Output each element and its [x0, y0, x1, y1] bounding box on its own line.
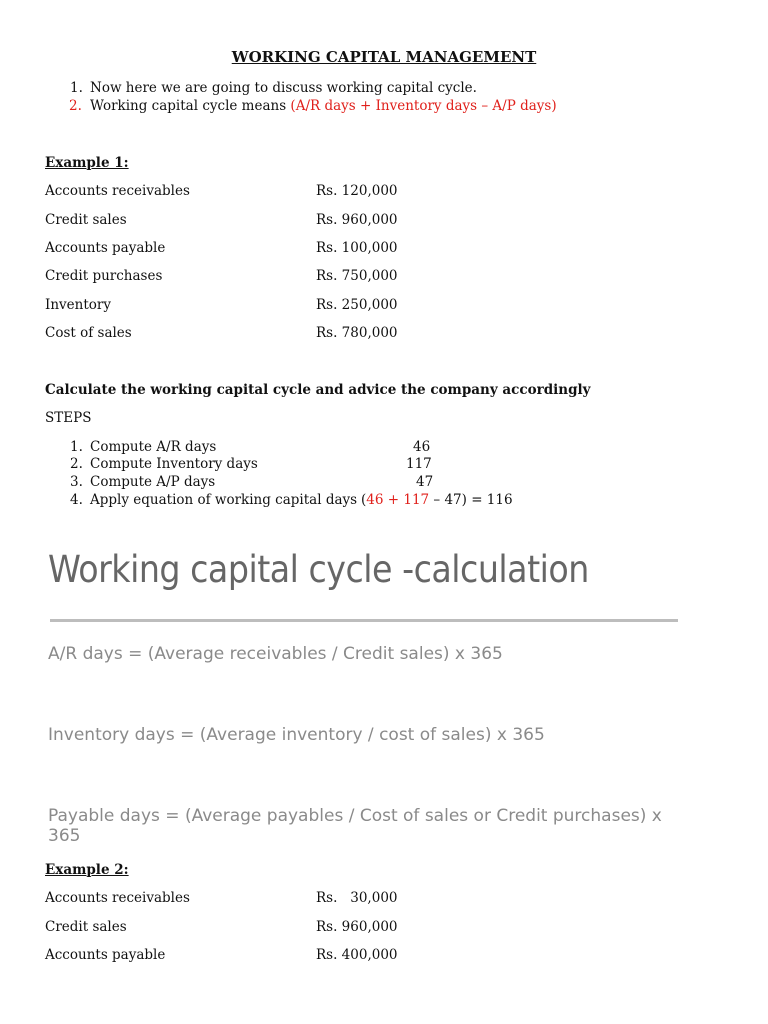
example-1-row-label: Credit purchases	[45, 268, 163, 284]
step-text: Apply equation of working capital days	[90, 492, 358, 508]
example-1-row-value: Rs. 780,000	[316, 325, 398, 341]
step-result: 47	[416, 474, 434, 490]
question-text: Calculate the working capital cycle and advice the company accordingly	[45, 382, 591, 398]
example-1-row-label: Accounts payable	[45, 240, 166, 256]
example-1-heading: Example 1:	[45, 155, 129, 171]
example-2-row-label: Accounts receivables	[45, 890, 190, 906]
step-text: Compute Inventory days	[90, 456, 258, 472]
intro-item-2-highlight: (A/R days + Inventory days – A/P days)	[290, 98, 557, 114]
intro-item-2-text: Working capital cycle means	[90, 98, 291, 114]
example-1-row-value: Rs. 960,000	[316, 212, 398, 228]
step-text: Compute A/R days	[90, 439, 217, 455]
example-1-row-label: Accounts receivables	[45, 183, 190, 199]
example-1-row-value: Rs. 250,000	[316, 297, 398, 313]
slide-divider	[50, 619, 678, 622]
step-equation	[361, 492, 513, 508]
formula-inventory-days: Inventory days = (Average inventory / cost of sales) x 365	[48, 725, 545, 745]
intro-item-1-text: Now here we are going to discuss working capital cycle.	[90, 80, 477, 96]
example-1-row-value: Rs. 750,000	[316, 268, 398, 284]
page-title: WORKING CAPITAL MANAGEMENT	[231, 48, 537, 66]
example-1-row-label: Credit sales	[45, 212, 127, 228]
intro-item-2-number: 2.	[69, 98, 82, 114]
example-2-row-label: Accounts payable	[45, 947, 166, 963]
formula-slide	[48, 548, 688, 848]
step-number: 3.	[70, 474, 83, 490]
example-2-row-label: Credit sales	[45, 919, 127, 935]
example-2-row-value: Rs. 30,000	[316, 890, 398, 906]
step-result: 46	[413, 439, 431, 455]
step-number: 4.	[70, 492, 83, 508]
step-text: Compute A/P days	[90, 474, 216, 490]
step-result: 117	[406, 456, 432, 472]
slide-title: Working capital cycle -calculation	[48, 548, 589, 591]
equation-red-part: 46 + 117	[366, 492, 430, 508]
step-number: 2.	[70, 456, 83, 472]
equation-rest: – 47) = 116	[429, 492, 513, 508]
example-2-row-value: Rs. 960,000	[316, 919, 398, 935]
formula-ar-days: A/R days = (Average receivables / Credit sales) x 365	[48, 644, 503, 664]
steps-label: STEPS	[45, 410, 92, 426]
example-1-row-value: Rs. 120,000	[316, 183, 398, 199]
intro-item-2	[90, 98, 557, 114]
formula-payable-days: Payable days = (Average payables / Cost of sales or Credit purchases) x 365	[48, 806, 662, 846]
step-number: 1.	[70, 439, 83, 455]
intro-item-1-number: 1.	[70, 80, 83, 96]
example-1-row-label: Inventory	[45, 297, 111, 313]
example-2-row-value: Rs. 400,000	[316, 947, 398, 963]
example-1-row-label: Cost of sales	[45, 325, 132, 341]
equation-open: (	[361, 492, 367, 508]
example-1-row-value: Rs. 100,000	[316, 240, 398, 256]
example-2-heading: Example 2:	[45, 862, 129, 878]
